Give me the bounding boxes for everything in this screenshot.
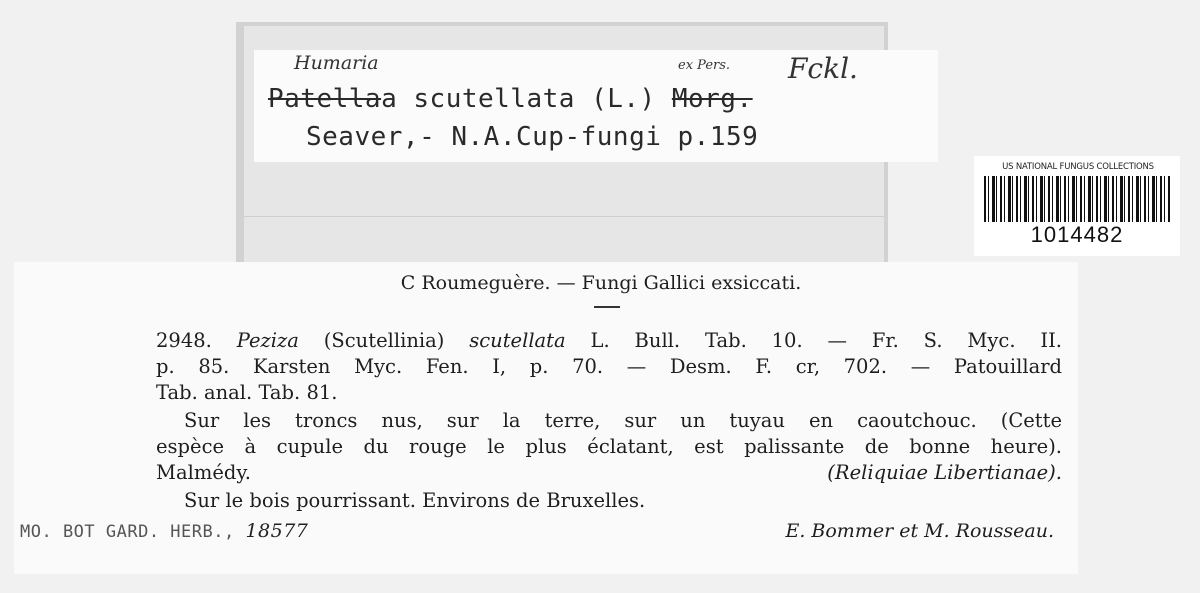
species: scutellata (469, 329, 566, 352)
citation-1: L. Bull. Tab. 10. — Fr. S. Myc. II. (590, 329, 1062, 352)
label-heading: C Roumeguère. — Fungi Gallici exsiccati. (400, 272, 802, 294)
epithet: a scutellata (L.) (381, 84, 656, 114)
reference-line: Seaver,- N.A.Cup-fungi p.159 (306, 122, 759, 152)
herbarium-number: 18577 (245, 520, 309, 542)
struck-author: Morg. (671, 84, 753, 114)
text-line-7: Sur le bois pourrissant. Environs de Bruxelles. (184, 489, 646, 512)
barcode-icon (984, 176, 1170, 222)
subgenus: (Scutellinia) (323, 329, 445, 352)
barcode-institution: US NATIONAL FUNGUS COLLECTIONS (1002, 162, 1154, 172)
barcode-label (974, 156, 1180, 256)
annotation-humaria: Humaria (294, 52, 379, 74)
source-collection: (Reliquiae Libertianae). (827, 461, 1062, 484)
locality: Malmédy. (156, 461, 251, 484)
annotation-fckl: Fckl. (788, 52, 858, 85)
text-line-2: p. 85. Karsten Myc. Fen. I, p. 70. — Desm. F. cr, 702. — Patouillard (156, 355, 1062, 378)
entry-number: 2948. (156, 329, 212, 352)
text-line-4: Sur les troncs nus, sur la terre, sur un tuyau en caoutchouc. (Cette (184, 409, 1062, 432)
herbarium-stamp (20, 520, 308, 542)
heading-divider (594, 306, 620, 308)
text-line-1 (156, 328, 1062, 354)
herbarium-stamp-text: MO. BOT GARD. HERB., (20, 522, 235, 542)
struck-genus: Patella (268, 84, 382, 114)
taxon-line (268, 84, 753, 114)
barcode-number: 1014482 (1030, 222, 1124, 247)
genus: Peziza (236, 329, 299, 352)
text-line-3: Tab. anal. Tab. 81. (156, 381, 338, 404)
exsiccata-label (14, 262, 1078, 574)
annotation-ex-pers: ex Pers. (678, 58, 731, 73)
text-line-5: espèce à cupule du rouge le plus éclatant, est palissante de bonne heure). (156, 435, 1062, 458)
collectors: E. Bommer et M. Rousseau. (785, 520, 1054, 542)
text-line-6 (156, 460, 1062, 486)
determination-label (254, 50, 938, 162)
